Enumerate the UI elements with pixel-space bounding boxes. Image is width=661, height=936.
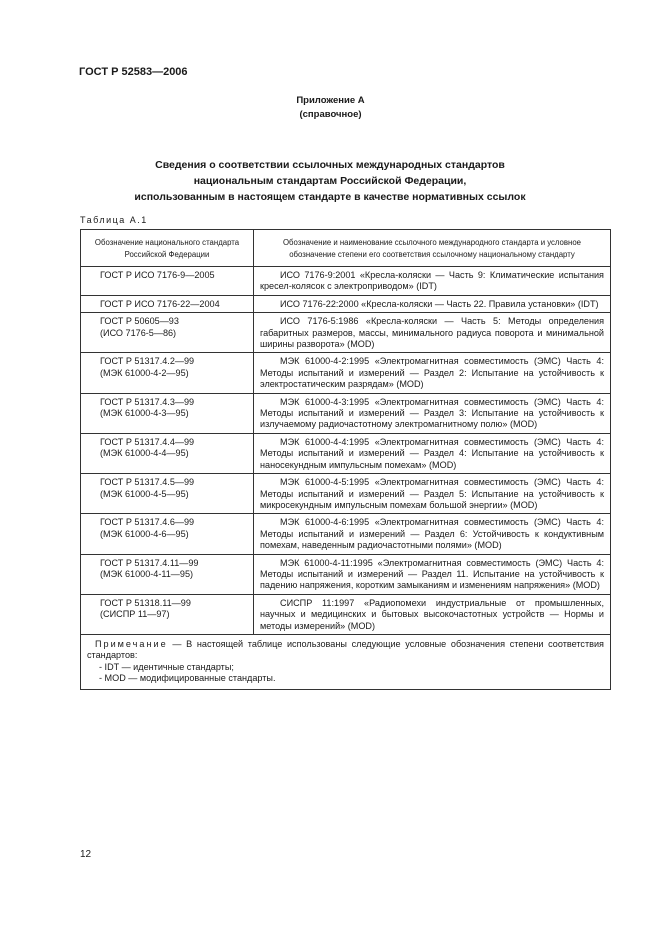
national-standard-code: ГОСТ Р ИСО 7176-9—2005 xyxy=(100,270,215,280)
header-international: Обозначение и наименование ссылочного международного стандарта и условное обозначение степени его соответствия ссылочному национальному стандарту xyxy=(254,230,611,267)
section-title-line: использованным в настоящем стандарте в качестве нормативных ссылок xyxy=(134,191,526,203)
national-standard-cell xyxy=(81,295,254,312)
international-standard-text: МЭК 61000-4-4:1995 «Электромагнитная совместимость (ЭМС) Часть 4: Методы испытаний и измерений — Раздел 4: Испытание на устойчивость к наносекундным импульсным помехам» (MOD) xyxy=(260,436,604,470)
international-equivalent-code: (СИСПР 11—97) xyxy=(100,609,170,620)
international-standard-text: СИСПР 11:1997 «Радиопомехи индустриальные от промышленных, научных и медицинских и бытовых высокочастотных устройств — Нормы и методы измерений» (MOD) xyxy=(260,597,604,631)
international-standard-text: ИСО 7176-5:1986 «Кресла-коляски — Часть 5: Методы определения габаритных размеров, массы, минимального радиуса поворота и минимальной ширины разворота» (MOD) xyxy=(260,316,604,350)
table-row xyxy=(81,594,611,634)
national-standard-code: ГОСТ Р 51318.11—99 xyxy=(100,597,191,608)
international-equivalent-code: (МЭК 61000-4-5—95) xyxy=(100,488,189,499)
national-standard-cell xyxy=(81,514,254,554)
national-standard-cell xyxy=(81,474,254,514)
national-standard-code: ГОСТ Р 50605—93 xyxy=(100,316,179,327)
international-equivalent-code: (МЭК 61000-4-3—95) xyxy=(100,408,189,419)
section-title xyxy=(100,157,560,205)
international-standard-text: ИСО 7176-22:2000 «Кресла-коляски — Часть 22. Правила установки» (IDT) xyxy=(280,298,599,309)
national-standard-cell xyxy=(81,433,254,473)
note-text: — В настоящей таблице использованы следующие условные обозначения степени соответствия стандартов: xyxy=(87,638,604,661)
national-standard-cell xyxy=(81,313,254,353)
appendix-title: Приложение А xyxy=(296,95,365,106)
note-item: - MOD — модифицированные стандарты. xyxy=(99,673,276,684)
table-row xyxy=(81,295,611,312)
national-standard-code: ГОСТ Р 51317.4.2—99 xyxy=(100,356,195,367)
national-standard-code: ГОСТ Р 51317.4.6—99 xyxy=(100,517,195,528)
international-standard-cell xyxy=(254,295,611,312)
international-equivalent-code: (МЭК 61000-4-11—95) xyxy=(100,568,194,579)
international-standard-cell xyxy=(254,353,611,393)
international-standard-cell xyxy=(254,433,611,473)
table-row xyxy=(81,433,611,473)
note-item: - IDT — идентичные стандарты; xyxy=(99,661,234,672)
international-standard-text: МЭК 61000-4-5:1995 «Электромагнитная совместимость (ЭМС) Часть 4: Методы испытаний и измерений — Раздел 5: Испытание на устойчивость к микросекундным импульсным помехам большой энергии» (MOD) xyxy=(260,477,604,510)
international-standard-cell xyxy=(254,554,611,594)
international-equivalent-code: (ИСО 7176-5—86) xyxy=(100,327,177,338)
international-standard-text: МЭК 61000-4-6:1995 «Электромагнитная совместимость (ЭМС) Часть 4: Методы испытаний и измерений — Раздел 6: Устойчивость к кондуктивным помехам, наведенным радиочастотными полями» (MOD) xyxy=(260,517,604,551)
international-standard-cell xyxy=(254,267,611,296)
national-standard-code: ГОСТ Р 51317.4.11—99 xyxy=(100,557,199,568)
international-equivalent-code: (МЭК 61000-4-6—95) xyxy=(100,528,189,539)
table-row xyxy=(81,474,611,514)
national-standard-cell xyxy=(81,554,254,594)
section-title-line: Сведения о соответствии ссылочных международных стандартов xyxy=(155,159,505,171)
international-equivalent-code: (МЭК 61000-4-2—95) xyxy=(100,367,189,378)
national-standard-code: ГОСТ Р ИСО 7176-22—2004 xyxy=(100,298,220,309)
table-row xyxy=(81,267,611,296)
table-note-row xyxy=(81,634,611,689)
international-standard-text: МЭК 61000-4-3:1995 «Электромагнитная совместимость (ЭМС) Часть 4: Методы испытаний и измерений — Раздел 3: Испытание на устойчивость к излучаемому радиочастотному электромагнитному полю» (MOD) xyxy=(260,396,604,430)
national-standard-cell xyxy=(81,393,254,433)
table-row xyxy=(81,353,611,393)
international-standard-text: МЭК 61000-4-2:1995 «Электромагнитная совместимость (ЭМС) Часть 4: Методы испытаний и измерений — Раздел 2: Испытание на устойчивость к электростатическим разрядам» (MOD) xyxy=(260,356,604,390)
national-standard-code: ГОСТ Р 51317.4.4—99 xyxy=(100,436,195,447)
international-standard-text: МЭК 61000-4-11:1995 «Электромагнитная совместимость (ЭМС) Часть 4: Методы испытаний и измерений — Раздел 11. Испытание на устойчивость к падению напряжения, коротким замыканиям и изменениям напряжения» (MOD) xyxy=(260,557,604,591)
national-standard-cell xyxy=(81,353,254,393)
international-standard-cell xyxy=(254,474,611,514)
international-standard-cell xyxy=(254,514,611,554)
header-national: Обозначение национального стандарта Российской Федерации xyxy=(81,230,254,267)
table-row xyxy=(81,514,611,554)
international-standard-cell xyxy=(254,393,611,433)
section-title-line: национальным стандартам Российской Федерации, xyxy=(193,175,467,187)
national-standard-cell xyxy=(81,267,254,296)
table-row xyxy=(81,554,611,594)
table-note xyxy=(81,634,611,689)
national-standard-code: ГОСТ Р 51317.4.3—99 xyxy=(100,396,195,407)
document-code: ГОСТ Р 52583—2006 xyxy=(79,66,188,78)
table-label: Таблица А.1 xyxy=(80,215,148,225)
international-standard-cell xyxy=(254,313,611,353)
national-standard-code: ГОСТ Р 51317.4.5—99 xyxy=(100,477,195,488)
international-equivalent-code: (МЭК 61000-4-4—95) xyxy=(100,448,189,459)
national-standard-cell xyxy=(81,594,254,634)
correspondence-table xyxy=(80,229,611,690)
note-label: Примечание xyxy=(95,638,168,649)
page-number: 12 xyxy=(80,849,92,860)
appendix-kind: (справочное) xyxy=(299,109,362,120)
table-row xyxy=(81,393,611,433)
table-row xyxy=(81,313,611,353)
international-standard-cell xyxy=(254,594,611,634)
international-standard-text: ИСО 7176-9:2001 «Кресла-коляски — Часть 9: Климатические испытания кресел-колясок с электроприводом» (IDT) xyxy=(260,270,604,292)
table-header-row xyxy=(81,230,611,267)
